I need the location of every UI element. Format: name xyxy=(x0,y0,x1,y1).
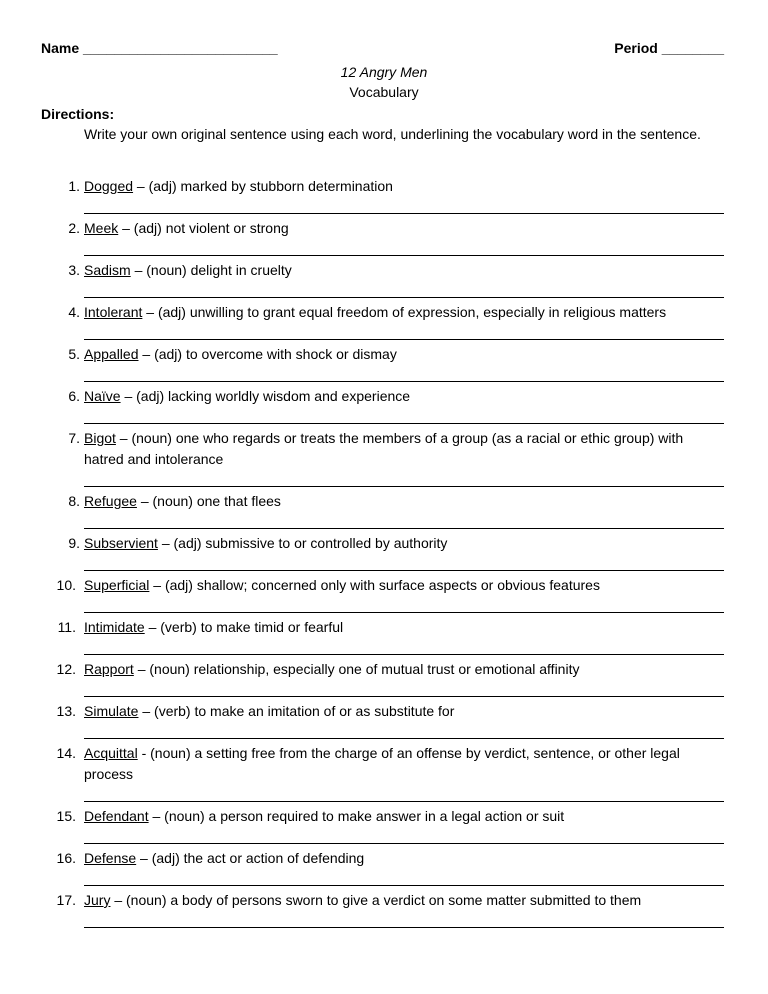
item-number: 10. xyxy=(56,577,76,593)
list-item xyxy=(0,260,768,302)
vocab-definition-text: – (adj) submissive to or controlled by authority xyxy=(157,535,448,551)
vocab-word: Rapport xyxy=(84,661,134,677)
item-number: 8. xyxy=(68,493,80,509)
vocab-word: Bigot xyxy=(84,430,116,446)
vocab-word: Appalled xyxy=(84,346,139,362)
vocab-definition xyxy=(0,743,768,785)
vocab-definition xyxy=(0,344,768,365)
answer-line[interactable] xyxy=(84,869,724,890)
vocab-word: Dogged xyxy=(84,178,134,194)
list-item xyxy=(0,743,768,806)
vocab-definition-text: – (adj) not violent or strong xyxy=(118,220,289,236)
answer-line[interactable] xyxy=(84,365,724,386)
answer-line[interactable] xyxy=(84,512,724,533)
vocab-definition xyxy=(0,386,768,407)
list-item xyxy=(0,176,768,218)
vocabulary-list xyxy=(0,176,768,932)
list-item xyxy=(0,617,768,659)
answer-line[interactable] xyxy=(84,785,724,806)
list-item xyxy=(0,344,768,386)
vocab-word: Intimidate xyxy=(84,619,145,635)
list-item xyxy=(0,218,768,260)
item-number: 2. xyxy=(68,220,80,236)
item-number: 1. xyxy=(68,178,80,194)
vocab-definition-text: – (noun) one who regards or treats the members of a group (as a racial or ethic group) with hatred and intolerance xyxy=(84,430,684,467)
item-number: 3. xyxy=(68,262,80,278)
vocab-definition xyxy=(0,659,768,680)
vocab-word: Jury xyxy=(84,892,111,908)
list-item xyxy=(0,491,768,533)
list-item xyxy=(0,302,768,344)
answer-line[interactable] xyxy=(84,554,724,575)
answer-line[interactable] xyxy=(84,722,724,743)
list-item xyxy=(0,659,768,701)
name-field-label: Name _________________________ xyxy=(41,40,278,56)
vocab-word: Intolerant xyxy=(84,304,143,320)
directions-text: Write your own original sentence using each word, underlining the vocabulary word in the sentence. xyxy=(84,126,701,142)
vocab-definition xyxy=(0,302,768,323)
directions-label: Directions: xyxy=(41,106,115,122)
vocab-definition xyxy=(0,428,768,470)
vocab-word: Defendant xyxy=(84,808,149,824)
vocab-word: Refugee xyxy=(84,493,137,509)
item-number: 17. xyxy=(56,892,76,908)
vocab-definition xyxy=(0,848,768,869)
list-item xyxy=(0,890,768,932)
vocab-definition xyxy=(0,491,768,512)
item-number: 12. xyxy=(56,661,76,677)
vocab-definition-text: – (noun) delight in cruelty xyxy=(130,262,292,278)
vocab-word: Acquittal xyxy=(84,745,138,761)
answer-line[interactable] xyxy=(84,281,724,302)
page-subtitle: Vocabulary xyxy=(349,84,419,100)
vocab-definition xyxy=(0,176,768,197)
page-title: 12 Angry Men xyxy=(340,64,428,80)
list-item xyxy=(0,386,768,428)
vocab-definition xyxy=(0,533,768,554)
vocab-definition-text: – (noun) one that flees xyxy=(136,493,281,509)
vocab-definition-text: – (noun) relationship, especially one of mutual trust or emotional affinity xyxy=(133,661,580,677)
list-item xyxy=(0,701,768,743)
vocab-definition-text: – (adj) unwilling to grant equal freedom of expression, especially in religious matters xyxy=(142,304,667,320)
answer-line[interactable] xyxy=(84,407,724,428)
list-item xyxy=(0,575,768,617)
vocab-definition-text: – (adj) lacking worldly wisdom and experience xyxy=(120,388,411,404)
vocab-definition xyxy=(0,575,768,596)
vocab-definition-text: – (noun) a body of persons sworn to give a verdict on some matter submitted to them xyxy=(110,892,642,908)
item-number: 6. xyxy=(68,388,80,404)
vocab-word: Meek xyxy=(84,220,119,236)
vocab-definition xyxy=(0,260,768,281)
item-number: 9. xyxy=(68,535,80,551)
vocab-definition xyxy=(0,890,768,911)
vocab-word: Sadism xyxy=(84,262,131,278)
period-field-label: Period ________ xyxy=(614,40,724,56)
vocab-definition xyxy=(0,701,768,722)
answer-line[interactable] xyxy=(84,638,724,659)
vocab-word: Subservient xyxy=(84,535,158,551)
vocab-word: Superficial xyxy=(84,577,150,593)
item-number: 4. xyxy=(68,304,80,320)
vocab-definition-text: – (adj) the act or action of defending xyxy=(136,850,365,866)
answer-line[interactable] xyxy=(84,239,724,260)
answer-line[interactable] xyxy=(84,323,724,344)
item-number: 7. xyxy=(68,430,80,446)
vocab-definition xyxy=(0,617,768,638)
answer-line[interactable] xyxy=(84,911,724,932)
vocab-word: Naïve xyxy=(84,388,121,404)
answer-line[interactable] xyxy=(84,680,724,701)
item-number: 11. xyxy=(57,619,76,635)
list-item xyxy=(0,848,768,890)
vocab-word: Simulate xyxy=(84,703,139,719)
vocab-definition-text: – (adj) shallow; concerned only with surface aspects or obvious features xyxy=(149,577,600,593)
list-item xyxy=(0,806,768,848)
vocab-definition xyxy=(0,218,768,239)
item-number: 13. xyxy=(56,703,76,719)
vocab-definition-text: – (adj) marked by stubborn determination xyxy=(133,178,393,194)
item-number: 5. xyxy=(68,346,80,362)
item-number: 15. xyxy=(56,808,76,824)
vocab-definition-text: – (noun) a person required to make answer in a legal action or suit xyxy=(148,808,565,824)
answer-line[interactable] xyxy=(84,470,724,491)
item-number: 16. xyxy=(56,850,76,866)
answer-line[interactable] xyxy=(84,596,724,617)
vocab-definition-text: - (noun) a setting free from the charge of an offense by verdict, sentence, or other legal process xyxy=(84,745,680,782)
list-item xyxy=(0,533,768,575)
list-item xyxy=(0,428,768,491)
vocab-definition-text: – (verb) to make timid or fearful xyxy=(144,619,344,635)
vocab-definition xyxy=(0,806,768,827)
item-number: 14. xyxy=(56,745,76,761)
vocab-definition-text: – (adj) to overcome with shock or dismay xyxy=(138,346,397,362)
answer-line[interactable] xyxy=(84,827,724,848)
vocab-word: Defense xyxy=(84,850,137,866)
answer-line[interactable] xyxy=(84,197,724,218)
vocab-definition-text: – (verb) to make an imitation of or as substitute for xyxy=(138,703,455,719)
